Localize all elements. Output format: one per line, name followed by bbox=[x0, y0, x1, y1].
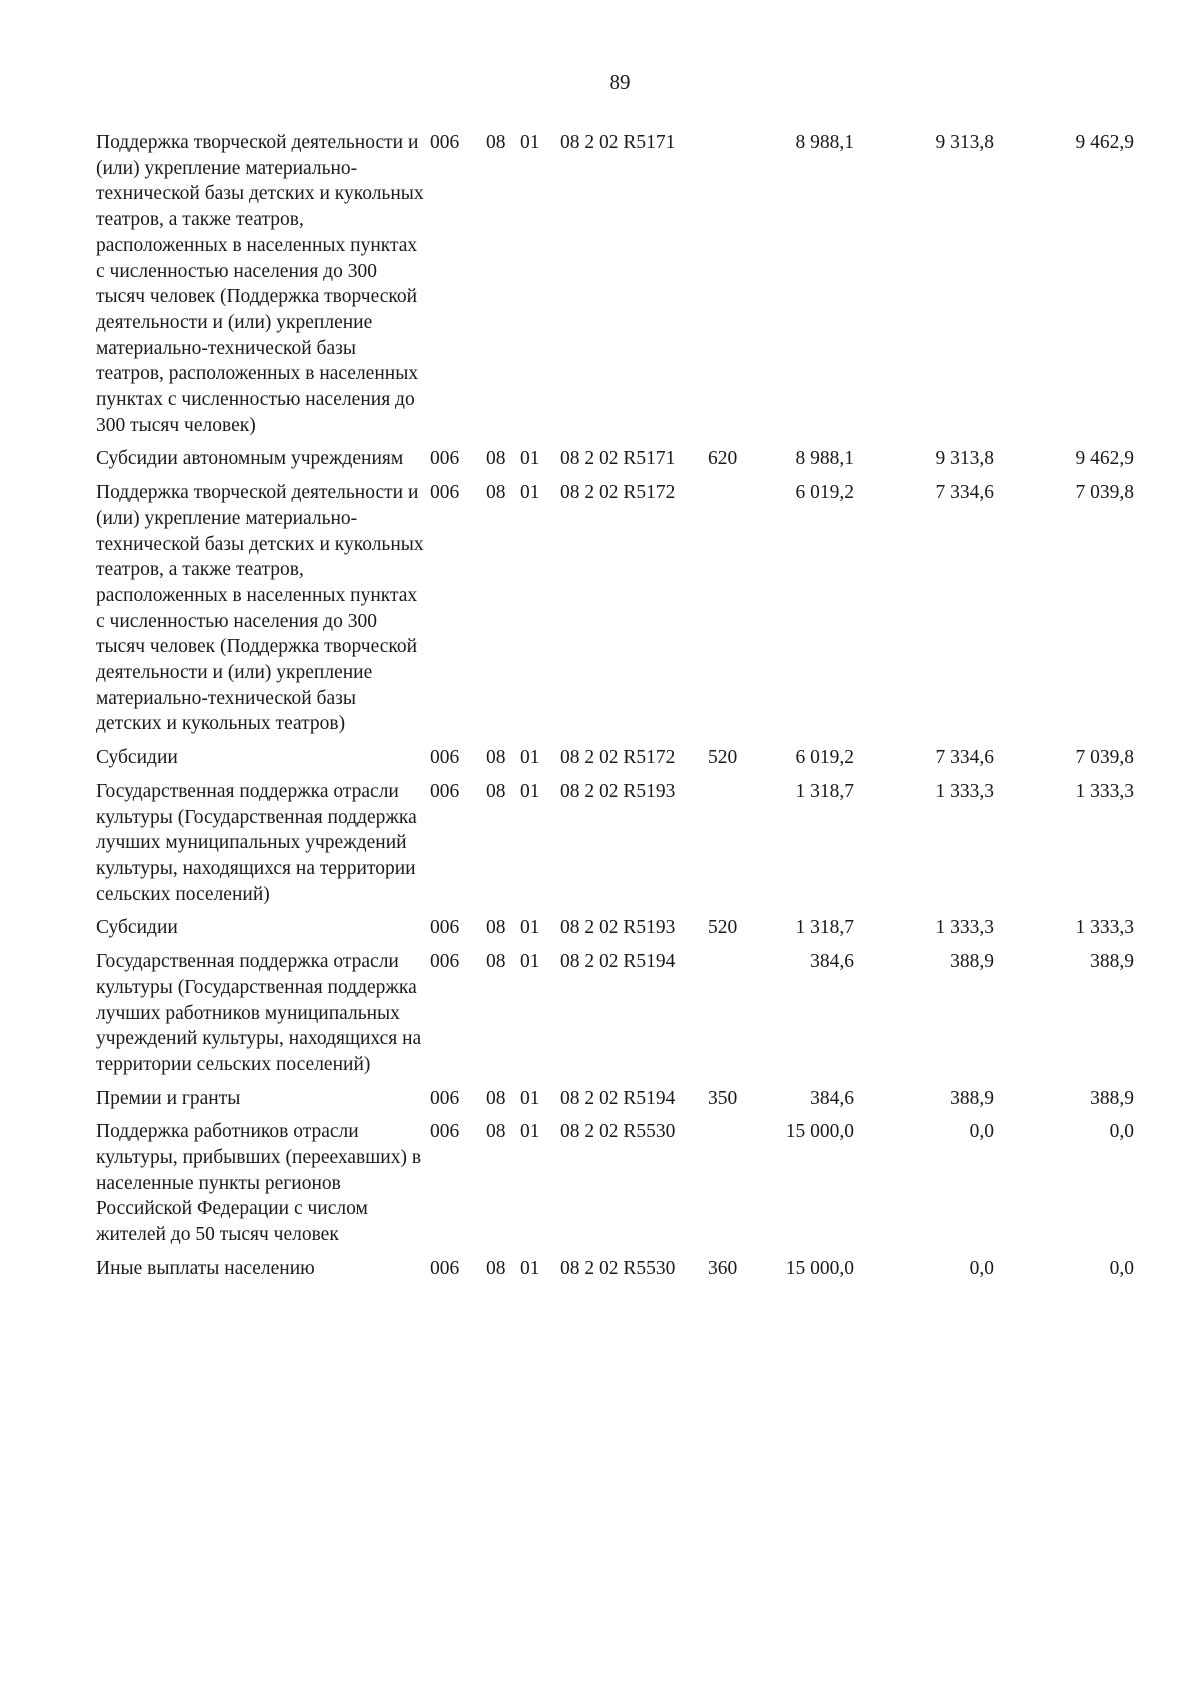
amount-year-2: 7 334,6 bbox=[935, 747, 994, 769]
row-name: Поддержка работников отрасли культуры, прибывших (переехавших) в населенные пункты регионов Российской Федерации с числом жителей до 50 тысяч человек bbox=[96, 1121, 422, 1246]
ministry-code: 006 bbox=[430, 917, 460, 939]
section-code: 08 bbox=[486, 1257, 506, 1279]
amount-year-2: 7 334,6 bbox=[935, 482, 994, 504]
ministry-code: 006 bbox=[430, 482, 460, 504]
table-row bbox=[96, 1256, 1166, 1282]
row-name: Иные выплаты населению bbox=[96, 1257, 315, 1279]
section-code: 08 bbox=[486, 448, 506, 470]
expense-type-code: 520 bbox=[708, 917, 738, 939]
amount-year-1: 384,6 bbox=[810, 1087, 854, 1109]
expense-type-code: 350 bbox=[708, 1087, 738, 1109]
amount-year-2: 9 313,8 bbox=[935, 132, 994, 153]
subsection-code: 01 bbox=[520, 747, 540, 769]
row-name: Поддержка творческой деятельности и (или) укрепление материально-технической базы детских и кукольных театров, а также театров, расположенных в населенных пунктах с численностью населения до 300 тысяч человек (Поддержка творческой деятельности и (или) укрепление материально-технической базы детских и кукольных театров) bbox=[96, 482, 424, 735]
ministry-code: 006 bbox=[430, 448, 460, 470]
subsection-code: 01 bbox=[520, 951, 540, 973]
target-item-code: 08 2 02 R5172 bbox=[560, 747, 676, 769]
row-name: Поддержка творческой деятельности и (или) укрепление материально-технической базы детских и кукольных театров, а также театров, расположенных в населенных пунктах с численностью населения до 300 тысяч человек (Поддержка творческой деятельности и (или) укрепление материально-технической базы театров, расположенных в населенных пунктах с численностью населения до 300 тысяч человек) bbox=[96, 132, 424, 436]
table-row bbox=[96, 915, 1166, 941]
target-item-code: 08 2 02 R5530 bbox=[560, 1121, 676, 1143]
row-name: Премии и гранты bbox=[96, 1087, 241, 1109]
section-code: 08 bbox=[486, 132, 506, 153]
ministry-code: 006 bbox=[430, 132, 460, 153]
amount-year-1: 6 019,2 bbox=[795, 747, 854, 769]
table-row bbox=[96, 480, 1166, 737]
expense-type-code: 620 bbox=[708, 448, 738, 470]
subsection-code: 01 bbox=[520, 1257, 540, 1279]
target-item-code: 08 2 02 R5194 bbox=[560, 951, 676, 973]
expense-type-code: 520 bbox=[708, 747, 738, 769]
table-row bbox=[96, 446, 1166, 472]
amount-year-1: 8 988,1 bbox=[795, 448, 854, 470]
table-row bbox=[96, 1119, 1166, 1248]
ministry-code: 006 bbox=[430, 780, 460, 802]
section-code: 08 bbox=[486, 747, 506, 769]
target-item-code: 08 2 02 R5193 bbox=[560, 917, 676, 939]
ministry-code: 006 bbox=[430, 747, 460, 769]
subsection-code: 01 bbox=[520, 482, 540, 504]
section-code: 08 bbox=[486, 482, 506, 504]
ministry-code: 006 bbox=[430, 1087, 460, 1109]
table-row bbox=[96, 1086, 1166, 1112]
page-number: 89 bbox=[609, 70, 631, 94]
amount-year-2: 1 333,3 bbox=[935, 780, 994, 802]
row-name: Государственная поддержка отрасли культуры (Государственная поддержка лучших работников муниципальных учреждений культуры, находящихся на территории сельских поселений) bbox=[96, 951, 422, 1075]
amount-year-3: 0,0 bbox=[1109, 1121, 1134, 1143]
row-name: Субсидии bbox=[96, 917, 178, 939]
amount-year-3: 9 462,9 bbox=[1075, 132, 1134, 153]
amount-year-1: 1 318,7 bbox=[795, 780, 854, 802]
amount-year-2: 9 313,8 bbox=[935, 448, 994, 470]
amount-year-1: 15 000,0 bbox=[785, 1257, 854, 1279]
ministry-code: 006 bbox=[430, 1257, 460, 1279]
amount-year-3: 1 333,3 bbox=[1075, 780, 1134, 802]
expense-type-code bbox=[708, 1119, 744, 1248]
target-item-code: 08 2 02 R5193 bbox=[560, 780, 676, 802]
target-item-code: 08 2 02 R5194 bbox=[560, 1087, 676, 1109]
amount-year-1: 1 318,7 bbox=[795, 917, 854, 939]
subsection-code: 01 bbox=[520, 917, 540, 939]
amount-year-2: 0,0 bbox=[969, 1257, 994, 1279]
row-name: Субсидии автономным учреждениям bbox=[96, 448, 404, 470]
target-item-code: 08 2 02 R5530 bbox=[560, 1257, 676, 1279]
expense-type-code bbox=[708, 480, 744, 737]
target-item-code: 08 2 02 R5172 bbox=[560, 482, 676, 504]
amount-year-3: 7 039,8 bbox=[1075, 482, 1134, 504]
expense-type-code bbox=[708, 949, 744, 1078]
amount-year-1: 8 988,1 bbox=[795, 132, 854, 153]
table-row bbox=[96, 745, 1166, 771]
subsection-code: 01 bbox=[520, 1087, 540, 1109]
amount-year-1: 384,6 bbox=[810, 951, 854, 973]
row-name: Субсидии bbox=[96, 747, 178, 769]
section-code: 08 bbox=[486, 780, 506, 802]
table-row bbox=[96, 779, 1166, 908]
table-row bbox=[96, 130, 1166, 438]
section-code: 08 bbox=[486, 1121, 506, 1143]
subsection-code: 01 bbox=[520, 132, 540, 153]
amount-year-2: 388,9 bbox=[950, 1087, 994, 1109]
expense-type-code bbox=[708, 779, 744, 908]
ministry-code: 006 bbox=[430, 951, 460, 973]
amount-year-3: 1 333,3 bbox=[1075, 917, 1134, 939]
section-code: 08 bbox=[486, 917, 506, 939]
ministry-code: 006 bbox=[430, 1121, 460, 1143]
expense-type-code: 360 bbox=[708, 1257, 738, 1279]
expense-type-code bbox=[708, 130, 744, 438]
amount-year-3: 0,0 bbox=[1109, 1257, 1134, 1279]
target-item-code: 08 2 02 R5171 bbox=[560, 448, 676, 470]
amount-year-3: 388,9 bbox=[1090, 951, 1134, 973]
target-item-code: 08 2 02 R5171 bbox=[560, 132, 676, 153]
amount-year-2: 388,9 bbox=[950, 951, 994, 973]
row-name: Государственная поддержка отрасли культуры (Государственная поддержка лучших муниципальных учреждений культуры, находящихся на территории сельских поселений) bbox=[96, 780, 417, 905]
section-code: 08 bbox=[486, 951, 506, 973]
amount-year-2: 1 333,3 bbox=[935, 917, 994, 939]
amount-year-3: 388,9 bbox=[1090, 1087, 1134, 1109]
subsection-code: 01 bbox=[520, 780, 540, 802]
amount-year-1: 6 019,2 bbox=[795, 482, 854, 504]
amount-year-3: 9 462,9 bbox=[1075, 448, 1134, 470]
subsection-code: 01 bbox=[520, 448, 540, 470]
budget-table bbox=[96, 130, 1166, 1290]
amount-year-3: 7 039,8 bbox=[1075, 747, 1134, 769]
amount-year-2: 0,0 bbox=[969, 1121, 994, 1143]
amount-year-1: 15 000,0 bbox=[785, 1121, 854, 1143]
subsection-code: 01 bbox=[520, 1121, 540, 1143]
table-row bbox=[96, 949, 1166, 1078]
section-code: 08 bbox=[486, 1087, 506, 1109]
